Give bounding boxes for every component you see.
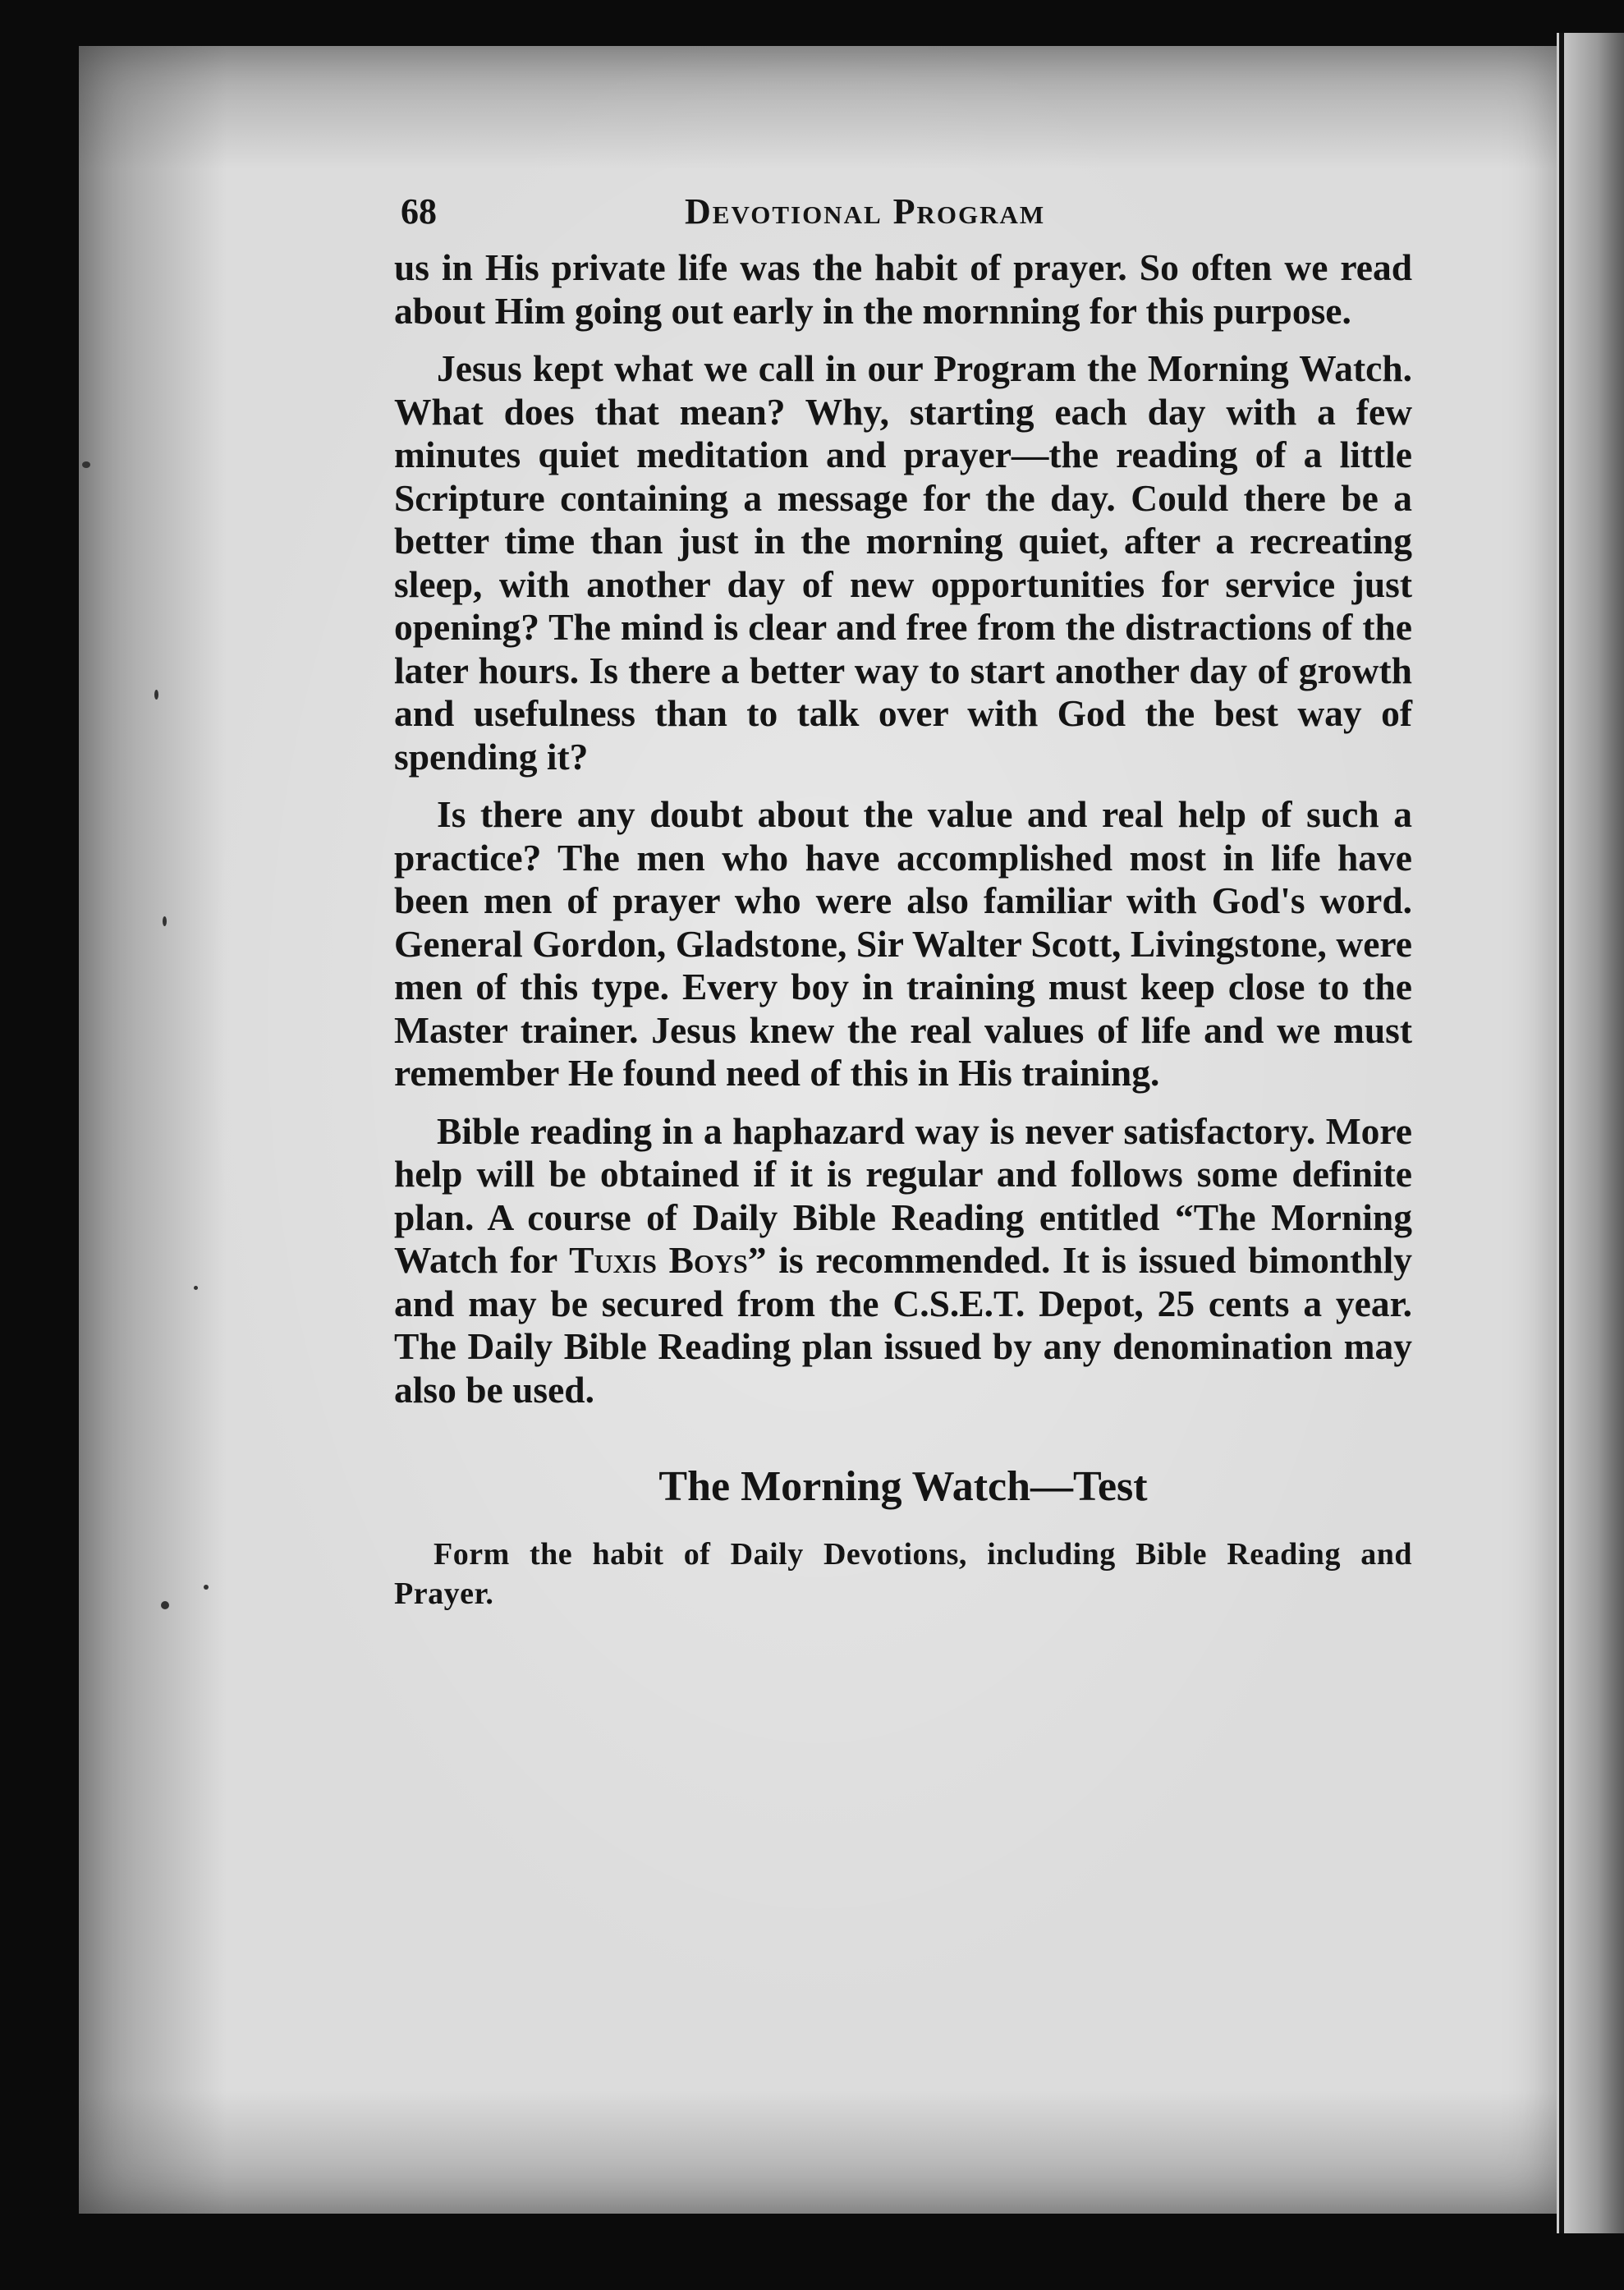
scan-speck	[204, 1585, 209, 1590]
running-title: Devotional Program	[685, 191, 1046, 232]
paragraph-text: Bible reading in a haphazard way is never satisfactory. More help will be obtained if it is regular and follows some definite plan. A course of Daily Bible Reading entitled “The Morning Watch for	[394, 1109, 1412, 1281]
scan-speck	[161, 1601, 169, 1609]
scan-speck	[163, 916, 167, 926]
section-heading: The Morning Watch—Test	[658, 1463, 1148, 1510]
body-paragraph: us in His private life was the habit of prayer. So often we read about Him going out early in the mornning for this purpose.	[394, 246, 1412, 332]
page-gutter	[1559, 33, 1564, 2233]
scan-speck	[82, 461, 90, 468]
page-content	[394, 187, 1412, 1645]
body-paragraph: Is there any doubt about the value and real help of such a practice? The men who have accomplished most in life have been men of prayer who were also familiar with God's word. General Gordon, Gladstone, Sir Walter Scott, Livingstone, were men of this type. Every boy in training must keep close to the Master trainer. Jesus knew the real values of life and we must remember He found need of this in His training.	[394, 793, 1412, 1094]
body-paragraph: Jesus kept what we call in our Program the Morning Watch. What does that mean? Why, starting each day with a few minutes quiet meditation and prayer—the reading of a little Scripture containing a message for the day. Could there be a better time than just in the morning quiet, after a recreating sleep, with another day of new opportunities for service just opening? The mind is clear and free from the distractions of the later hours. Is there a better way to start another day of growth and usefulness than to talk over with God the best way of spending it?	[394, 347, 1412, 778]
page-number: 68	[401, 191, 437, 232]
scan-speck	[154, 690, 158, 700]
scan-speck	[194, 1286, 198, 1290]
running-header	[394, 187, 1412, 236]
test-text: Form the habit of Daily Devotions, including Bible Reading and Prayer.	[394, 1537, 1412, 1611]
adjacent-page-edge	[1557, 33, 1624, 2233]
publication-name: Tuxis Boys	[569, 1239, 748, 1281]
body-paragraph	[394, 1110, 1412, 1412]
paragraph-text: ” is recommended. It is issued bimonthly and may be secured from the C.S.E.T. Depot, 25 cents a year. The Daily Bible Reading plan issued by any denomination may also be used.	[394, 1239, 1413, 1411]
